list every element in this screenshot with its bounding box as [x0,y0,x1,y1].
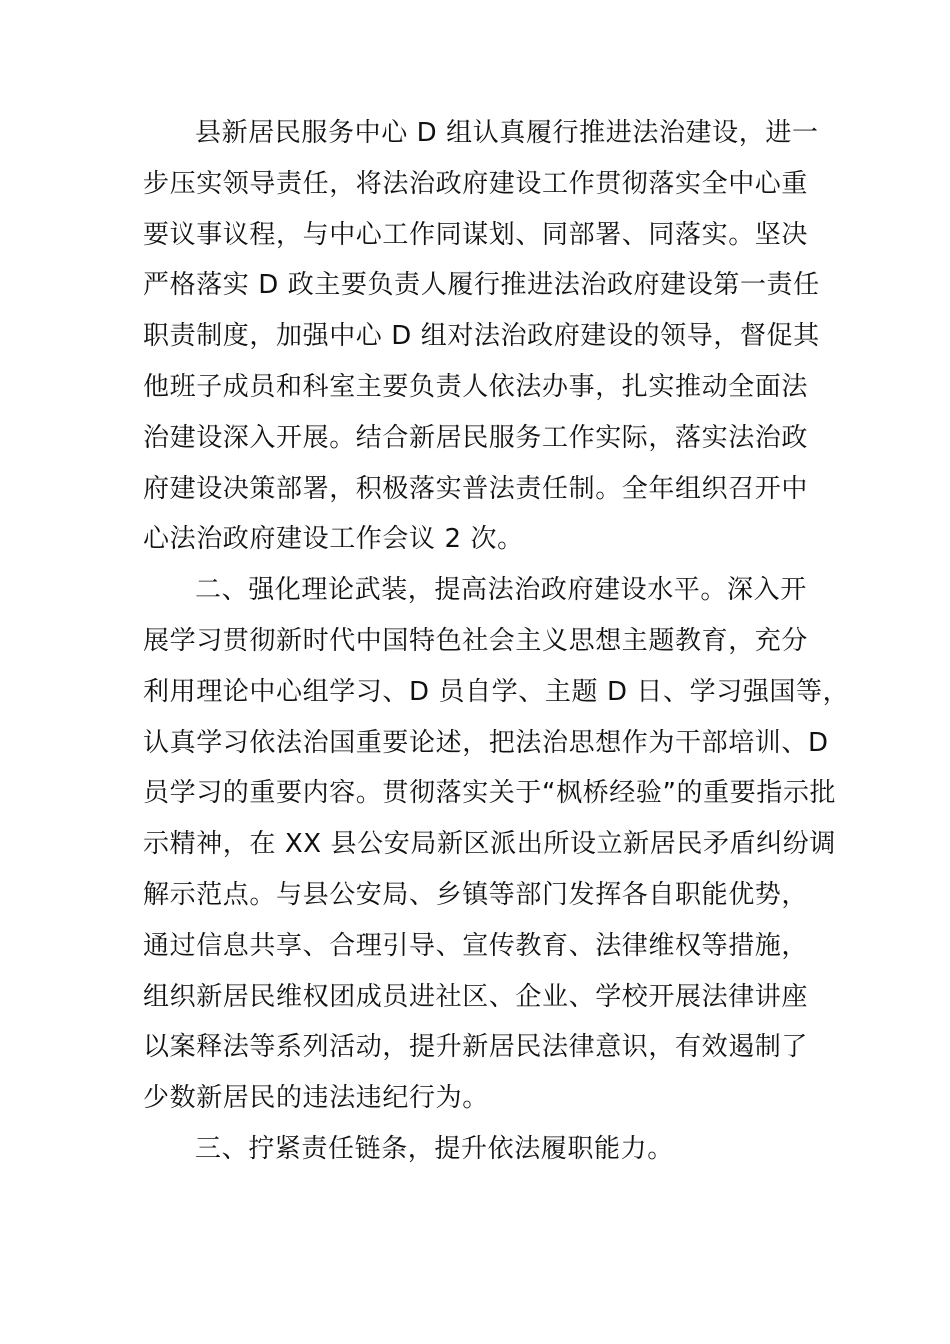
paragraph-2-line-2: 展学习贯彻新时代中国特色社会主义思想主题教育，充分 [143,625,809,656]
paragraph-1-line-1: 县新居民服务中心 D 组认真履行推进法治建设，进一 [195,118,819,148]
paragraph-1-line-8: 府建设决策部署，积极落实普法责任制。全年组织召开中 [143,473,809,504]
paragraph-1-line-4: 严格落实 D 政主要负责人履行推进法治政府建设第一责任 [143,270,820,301]
body-text [143,108,850,1175]
paragraph-1-line-5: 职责制度，加强中心 D 组对法治政府建设的领导，督促其 [143,321,820,352]
paragraph-1-line-7: 治建设深入开展。结合新居民服务工作实际，落实法治政 [143,422,809,453]
paragraph-1-line-2: 步压实领导责任，将法治政府建设工作贯彻落实全中心重 [143,168,809,199]
paragraph-2-line-8: 通过信息共享、合理引导、宣传教育、法律维权等措施， [143,930,809,961]
paragraph-2-line-3: 利用理论中心组学习、D 员自学、主题 D 日、学习强国等， [143,676,850,707]
paragraph-2-line-9: 组织新居民维权团成员进社区、企业、学校开展法律讲座 [143,981,809,1012]
paragraph-2-line-7: 解示范点。与县公安局、乡镇等部门发挥各自职能优势， [143,879,809,910]
paragraph-2-line-6: 示精神，在 XX 县公安局新区派出所设立新居民矛盾纠纷调 [143,829,836,860]
paragraph-1-line-3: 要议事议程，与中心工作同谋划、同部署、同落实。坚决 [143,219,809,250]
paragraph-1-line-9: 心法治政府建设工作会议 2 次。 [143,524,524,555]
paragraph-2-line-10: 以案释法等系列活动，提升新居民法律意识，有效遏制了 [143,1032,809,1063]
paragraph-1-line-6: 他班子成员和科室主要负责人依法办事，扎实推动全面法 [143,371,809,402]
paragraph-2-line-1: 二、强化理论武装，提高法治政府建设水平。深入开 [195,575,807,606]
paragraph-2-line-11: 少数新居民的违法违纪行为。 [143,1083,489,1114]
section-3-heading: 三、拧紧责任链条，提升依法履职能力。 [195,1133,674,1164]
paragraph-2-line-4: 认真学习依法治国重要论述，把法治思想作为干部培训、D [143,727,829,758]
paragraph-2-line-5: 员学习的重要内容。贯彻落实关于“枫桥经验”的重要指示批 [143,778,837,809]
